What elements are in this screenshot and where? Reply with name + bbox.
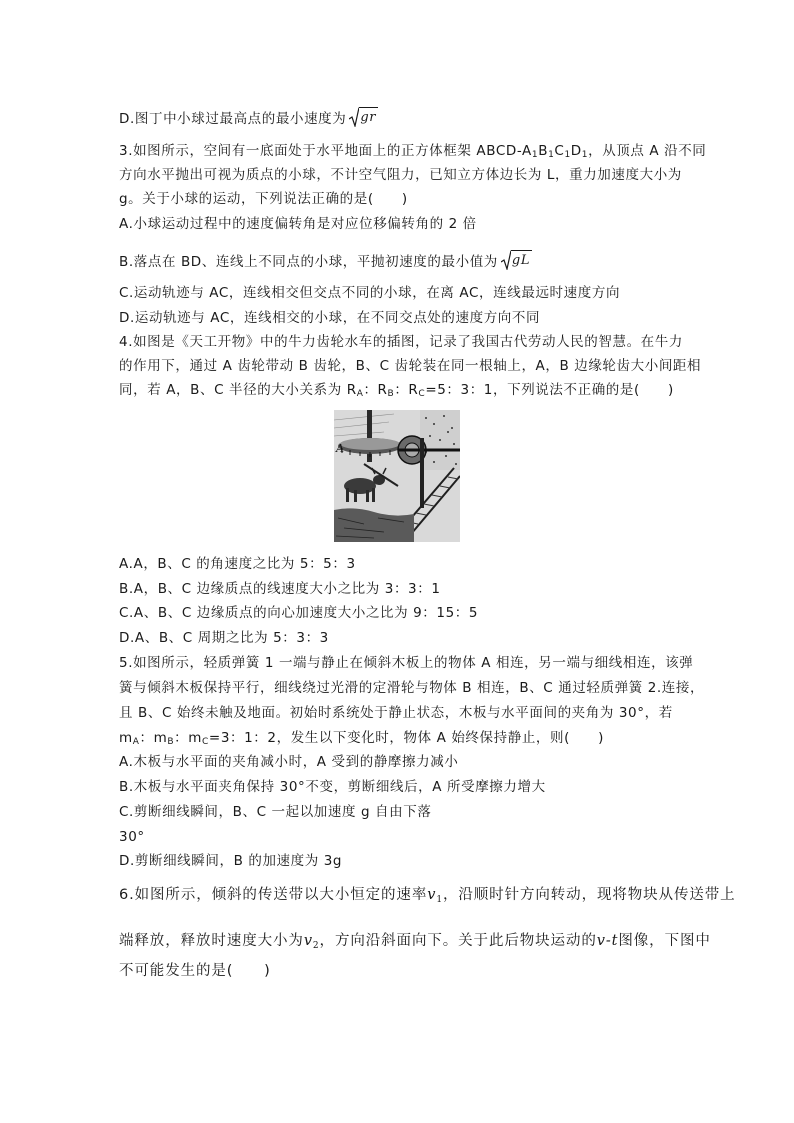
q4-option-d: D.A、B、C 周期之比为 5：3：3 — [119, 630, 329, 646]
radical-sign — [349, 107, 359, 127]
q5-line-1: 5.如图所示，轻质弹簧 1 一端与静止在倾斜木板上的物体 A 相连，另一端与细线相连，该弹 — [119, 655, 694, 671]
q4-line-3 — [119, 381, 674, 403]
q3-line-1-part-a: 3.如图所示，空间有一底面处于水平地面上的正方体框架 ABCD-A — [119, 143, 532, 159]
q6-line-2-part-b: ，方向沿斜面向下。关于此后物块运动的 — [319, 933, 597, 949]
v1-symbol — [427, 887, 443, 903]
q4-line-2: 的作用下，通过 A 齿轮带动 B 齿轮，B、C 齿轮装在同一根轴上，A，B 边缘轮齿大小间距相 — [119, 358, 702, 374]
q5-line-3: 且 B、C 始终未触及地面。初始时系统处于静止状态，木板与水平面间的夹角为 30°，若 — [119, 705, 673, 721]
q4-line-3-part-b: ：R — [363, 382, 388, 398]
q3-option-c: C.运动轨迹与 AC，连线相交但交点不同的小球，在离 AC，连线最远时速度方向 — [119, 285, 621, 301]
q3-line-2: 方向水平抛出可视为质点的小球，不计空气阻力，已知立方体边长为 L，重力加速度大小为 — [119, 167, 682, 183]
q5-option-c: C.剪断细线瞬间，B、C 一起以加速度 g 自由下落 — [119, 804, 432, 820]
q6-line-2-part-a: 端释放，释放时速度大小为 — [119, 933, 304, 949]
sqrt-gl-radicand: gL — [511, 250, 532, 270]
q5-line-4 — [119, 729, 604, 751]
q2-option-d-text: D.图丁中小球过最高点的最小速度为 — [119, 111, 347, 127]
gear-a-label: A — [336, 442, 344, 455]
q5-line-4-part-b: ：m — [139, 730, 168, 746]
waterwheel-illustration — [334, 410, 460, 542]
q6-line-3: 不可能发生的是( ) — [119, 963, 271, 979]
v1-subscript: 1 — [436, 895, 443, 905]
q4-option-b: B.A，B、C 边缘质点的线速度大小之比为 3：3：1 — [119, 581, 441, 597]
vt-symbol: v-t — [596, 933, 619, 949]
q5-line-4-part-a: m — [119, 730, 133, 746]
q4-option-a: A.A，B、C 的角速度之比为 5：5：3 — [119, 556, 356, 572]
q5-option-d: D.剪断细线瞬间，B 的加速度为 3g — [119, 853, 343, 869]
q3-line-1: 3.如图所示，空间有一底面处于水平地面上的正方体框架 ABCD-$A_1B_1C_1D_1$，从顶点 A 沿不同 — [119, 143, 707, 160]
q4-line-3-part-d: =5：3：1，下列说法不正确的是( ) — [425, 382, 674, 398]
q6-line-2-part-c: 图像，下图中 — [618, 933, 711, 949]
v2-letter: v — [303, 933, 313, 949]
q3-option-d: D.运动轨迹与 AC，连线相交的小球，在不同交点处的速度方向不同 — [119, 310, 541, 326]
q4-line-3-part-a: 同，若 A，B、C 半径的大小关系为 R — [119, 382, 357, 398]
q6-line-1-part-b: ，沿顺时针方向转动，现将物块从传送带上 — [442, 887, 736, 903]
radical-sign — [501, 250, 511, 270]
q5-sub-c: C — [202, 737, 209, 747]
v1-letter: v — [427, 887, 437, 903]
q4-line-3-part-c: ：R — [394, 382, 419, 398]
q6-line-1-part-a: 6.如图所示，倾斜的传送带以大小恒定的速率 — [119, 887, 428, 903]
sqrt-gr-radicand: gr — [359, 107, 378, 127]
q5-sub-b: B — [167, 737, 175, 747]
q5-line-4-part-d: =3：1：2，发生以下变化时，物体 A 始终保持静止，则( ) — [208, 730, 605, 746]
q3-line-1-part-b: ，从顶点 A 沿不同 — [588, 143, 707, 159]
q3-option-a: A.小球运动过程中的速度偏转角是对应位移偏转角的 2 倍 — [119, 216, 477, 232]
q5-option-a: A.木板与水平面的夹角减小时，A 受到的静摩擦力减小 — [119, 754, 459, 770]
q5-line-2: 簧与倾斜木板保持平行，细线绕过光滑的定滑轮与物体 B 相连，B、C 通过轻质弹簧 2.连接， — [119, 680, 705, 696]
q6-line-2 — [119, 932, 711, 955]
q4-option-c: C.A、B、C 边缘质点的向心加速度大小之比为 9：15：5 — [119, 605, 479, 621]
q4-sub-c: C — [418, 389, 426, 399]
q2-option-d — [119, 107, 378, 128]
sqrt-gl — [501, 250, 532, 270]
q4-line-1: 4.如图是《天工开物》中的牛力齿轮水车的插图，记录了我国古代劳动人民的智慧。在牛力 — [119, 334, 683, 350]
v2-subscript: 2 — [312, 941, 320, 951]
q5-option-b: B.木板与水平面夹角保持 30°不变，剪断细线后，A 所受摩擦力增大 — [119, 779, 546, 795]
q4-sub-b: B — [387, 389, 395, 399]
q3-option-b-text: B.落点在 BD、连线上不同点的小球，平抛初速度的最小值为 — [119, 254, 498, 270]
q3-option-b — [119, 250, 532, 271]
q5-stray-angle: 30° — [119, 829, 145, 845]
q5-line-4-part-c: ：m — [174, 730, 203, 746]
q3-line-3: g。关于小球的运动，下列说法正确的是( ) — [119, 191, 408, 207]
q6-line-1 — [119, 886, 736, 909]
q5-sub-a: A — [132, 737, 140, 747]
q4-sub-a: A — [356, 389, 364, 399]
sqrt-gr — [349, 107, 378, 127]
v2-symbol — [304, 933, 320, 949]
